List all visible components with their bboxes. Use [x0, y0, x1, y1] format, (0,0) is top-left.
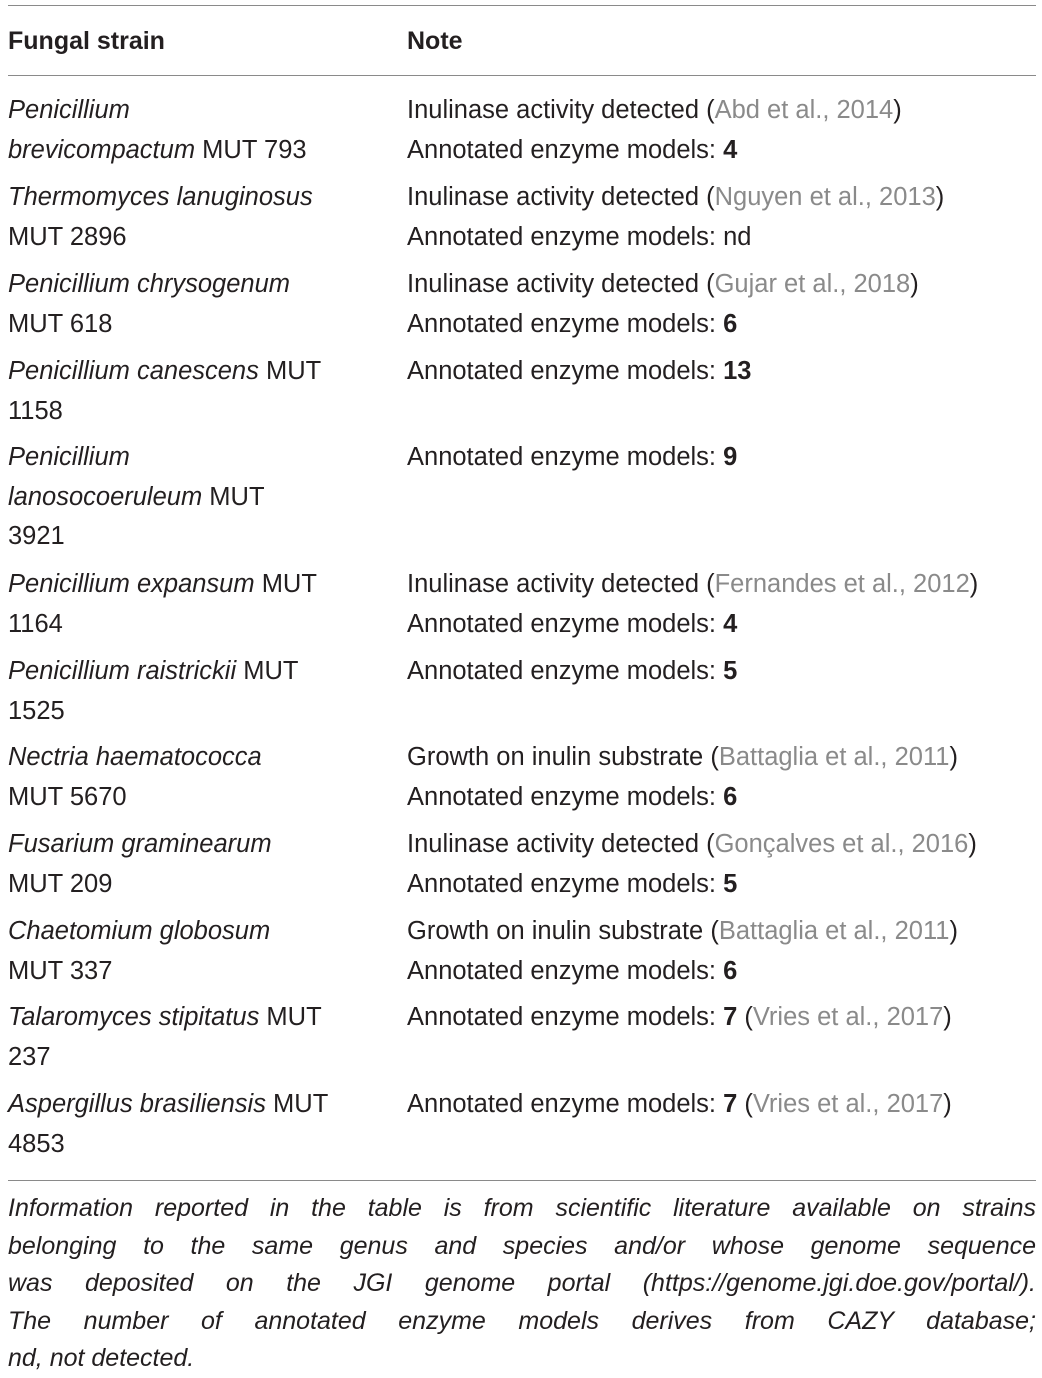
species-name: Penicillium chrysogenum [8, 270, 291, 298]
strain-cell [8, 998, 378, 1077]
strain-line [8, 352, 378, 392]
citation-link: Fernandes et al., 2012 [714, 570, 970, 598]
footnote-line: belonging to the same genus and species and/or whose genome sequence [8, 1231, 1036, 1260]
strain-line [8, 825, 378, 865]
enzyme-count: 6 [723, 956, 738, 985]
note-cell [407, 738, 1042, 817]
note-text: Annotated enzyme models: [407, 443, 724, 471]
note-line [407, 738, 1042, 778]
strain-cell [8, 565, 378, 644]
note-line [407, 998, 1042, 1038]
strain-cell [8, 91, 378, 170]
strain-code: 3921 [8, 522, 65, 550]
strain-code: MUT [265, 1090, 329, 1118]
strain-cell [8, 738, 378, 817]
header-note: Note [407, 27, 463, 55]
note-line [407, 652, 1042, 692]
enzyme-count: 6 [723, 309, 738, 338]
strain-code: 237 [8, 1042, 51, 1071]
strain-code: MUT 793 [195, 135, 307, 164]
strain-line [8, 305, 378, 345]
species-name: Aspergillus brasiliensis [8, 1090, 266, 1118]
strain-line [8, 218, 378, 258]
note-text: ( [737, 1090, 753, 1118]
note-line [407, 305, 1042, 345]
strain-code: MUT [236, 657, 299, 685]
strain-line [8, 517, 378, 557]
strain-code: MUT [254, 570, 317, 598]
note-text: Growth on inulin substrate ( [407, 743, 719, 771]
strain-line [8, 1125, 378, 1165]
note-text: Annotated enzyme models: [407, 869, 724, 898]
strain-code: MUT 209 [8, 869, 113, 898]
species-name: Penicillium raistrickii [8, 657, 237, 685]
strain-line [8, 605, 378, 645]
note-line [407, 218, 1042, 258]
strain-cell [8, 352, 378, 431]
species-name: lanosocoeruleum [8, 482, 203, 511]
citation-link: Gujar et al., 2018 [714, 270, 911, 298]
enzyme-count: 5 [723, 869, 738, 898]
strain-line [8, 1085, 378, 1125]
footnote-line: Information reported in the table is from scientific literature available on strains [8, 1194, 1036, 1222]
citation-link: Vries et al., 2017 [752, 1003, 944, 1031]
species-name: Chaetomium globosum [8, 917, 271, 945]
note-text: Inulinase activity detected ( [407, 270, 715, 298]
note-text: Inulinase activity detected ( [407, 96, 715, 124]
enzyme-count: 6 [723, 782, 738, 811]
citation-link: Gonçalves et al., 2016 [714, 830, 969, 858]
note-line [407, 91, 1042, 131]
note-text: ( [737, 1003, 753, 1031]
note-line [407, 1085, 1042, 1125]
species-name: Thermomyces lanuginosus [8, 183, 313, 211]
enzyme-count: 13 [723, 357, 752, 385]
species-name: Penicillium expansum [8, 570, 255, 598]
strain-line [8, 998, 378, 1038]
strain-line [8, 565, 378, 605]
note-line [407, 605, 1042, 645]
note-text: Annotated enzyme models: [407, 956, 724, 985]
strain-cell [8, 825, 378, 904]
note-text: Inulinase activity detected ( [407, 830, 715, 858]
header-fungal-strain: Fungal strain [8, 27, 165, 55]
strain-line [8, 912, 378, 952]
enzyme-count: 4 [723, 135, 738, 164]
strain-cell [8, 178, 378, 257]
strain-cell [8, 265, 378, 344]
footnote-line: The number of annotated enzyme models derives from CAZY database; [8, 1306, 1036, 1335]
enzyme-count: 5 [723, 657, 738, 685]
note-line [407, 131, 1042, 171]
note-line [407, 952, 1042, 992]
citation-link: Battaglia et al., 2011 [718, 743, 950, 771]
note-text: Annotated enzyme models: [407, 135, 724, 164]
strain-code: 1158 [8, 396, 63, 425]
footnote-line: nd, not detected. [8, 1344, 195, 1372]
strain-code: 1164 [8, 609, 63, 638]
note-text: Annotated enzyme models: [407, 1003, 724, 1031]
strain-line [8, 265, 378, 305]
strain-cell [8, 652, 378, 731]
table-footnote [8, 1190, 1036, 1378]
strain-code: MUT [258, 357, 322, 385]
strain-code: MUT [259, 1003, 322, 1031]
strain-line [8, 1038, 378, 1078]
note-text: Inulinase activity detected ( [407, 570, 715, 598]
bottom-rule [8, 1180, 1036, 1181]
enzyme-count: 7 [723, 1090, 738, 1118]
note-line [407, 352, 1042, 392]
strain-line [8, 392, 378, 432]
strain-line [8, 131, 378, 171]
note-text: Annotated enzyme models: nd [407, 222, 752, 251]
strain-line [8, 652, 378, 692]
species-name: Penicillium [8, 443, 130, 471]
strain-line [8, 478, 378, 518]
citation-link: Nguyen et al., 2013 [714, 183, 936, 211]
strain-line [8, 778, 378, 818]
strain-line [8, 438, 378, 478]
note-line [407, 778, 1042, 818]
note-text: ) [935, 183, 945, 211]
species-name: Talaromyces stipitatus [8, 1003, 260, 1031]
citation-link: Abd et al., 2014 [714, 96, 894, 124]
note-text: ) [968, 830, 977, 858]
note-cell [407, 178, 1042, 257]
note-text: ) [949, 743, 958, 771]
note-cell [407, 998, 1042, 1038]
note-text: Annotated enzyme models: [407, 1090, 724, 1118]
note-text: ) [943, 1090, 952, 1118]
strain-cell [8, 438, 378, 557]
note-line [407, 265, 1042, 305]
note-cell [407, 265, 1042, 344]
strain-code: MUT 5670 [8, 782, 127, 811]
note-text: ) [969, 570, 979, 598]
strain-cell [8, 1085, 378, 1164]
strain-cell [8, 912, 378, 991]
enzyme-count: 7 [723, 1003, 738, 1031]
note-text: ) [943, 1003, 952, 1031]
note-line [407, 912, 1042, 952]
note-text: Annotated enzyme models: [407, 657, 724, 685]
note-text: Annotated enzyme models: [407, 309, 724, 338]
note-cell [407, 912, 1042, 991]
note-cell [407, 91, 1042, 170]
enzyme-count: 9 [723, 443, 738, 471]
note-text: Annotated enzyme models: [407, 609, 724, 638]
top-rule [8, 5, 1036, 6]
enzyme-count: 4 [723, 609, 738, 638]
note-line [407, 438, 1042, 478]
strain-line [8, 692, 378, 732]
note-cell [407, 352, 1042, 392]
species-name: brevicompactum [8, 135, 196, 164]
strain-code: 1525 [8, 696, 65, 725]
header-rule [8, 75, 1036, 76]
strain-code: MUT 618 [8, 309, 113, 338]
note-text: Annotated enzyme models: [407, 782, 724, 811]
species-name: Fusarium graminearum [8, 830, 272, 858]
footnote-line: was deposited on the JGI genome portal (https://genome.jgi.doe.gov/portal/). [8, 1269, 1036, 1297]
note-cell [407, 825, 1042, 904]
species-name: Nectria haematococca [8, 743, 262, 771]
citation-link: Battaglia et al., 2011 [718, 917, 950, 945]
note-cell [407, 1085, 1042, 1125]
strain-line [8, 91, 378, 131]
note-cell [407, 438, 1042, 478]
citation-link: Vries et al., 2017 [752, 1090, 944, 1118]
note-text: Annotated enzyme models: [407, 357, 724, 385]
note-line [407, 825, 1042, 865]
note-line [407, 865, 1042, 905]
species-name: Penicillium canescens [8, 357, 259, 385]
strain-line [8, 738, 378, 778]
note-cell [407, 652, 1042, 692]
strain-line [8, 865, 378, 905]
strain-line [8, 178, 378, 218]
note-text: Growth on inulin substrate ( [407, 917, 719, 945]
note-text: Inulinase activity detected ( [407, 183, 715, 211]
strain-code: 4853 [8, 1129, 65, 1158]
strain-code: MUT 2896 [8, 222, 127, 251]
strain-line [8, 952, 378, 992]
note-text: ) [949, 917, 958, 945]
note-line [407, 178, 1042, 218]
strain-code: MUT 337 [8, 956, 113, 985]
note-line [407, 565, 1042, 605]
note-text: ) [893, 96, 902, 124]
species-name: Penicillium [8, 96, 130, 124]
note-text: ) [910, 270, 919, 298]
strain-code: MUT [202, 482, 265, 511]
note-cell [407, 565, 1042, 644]
